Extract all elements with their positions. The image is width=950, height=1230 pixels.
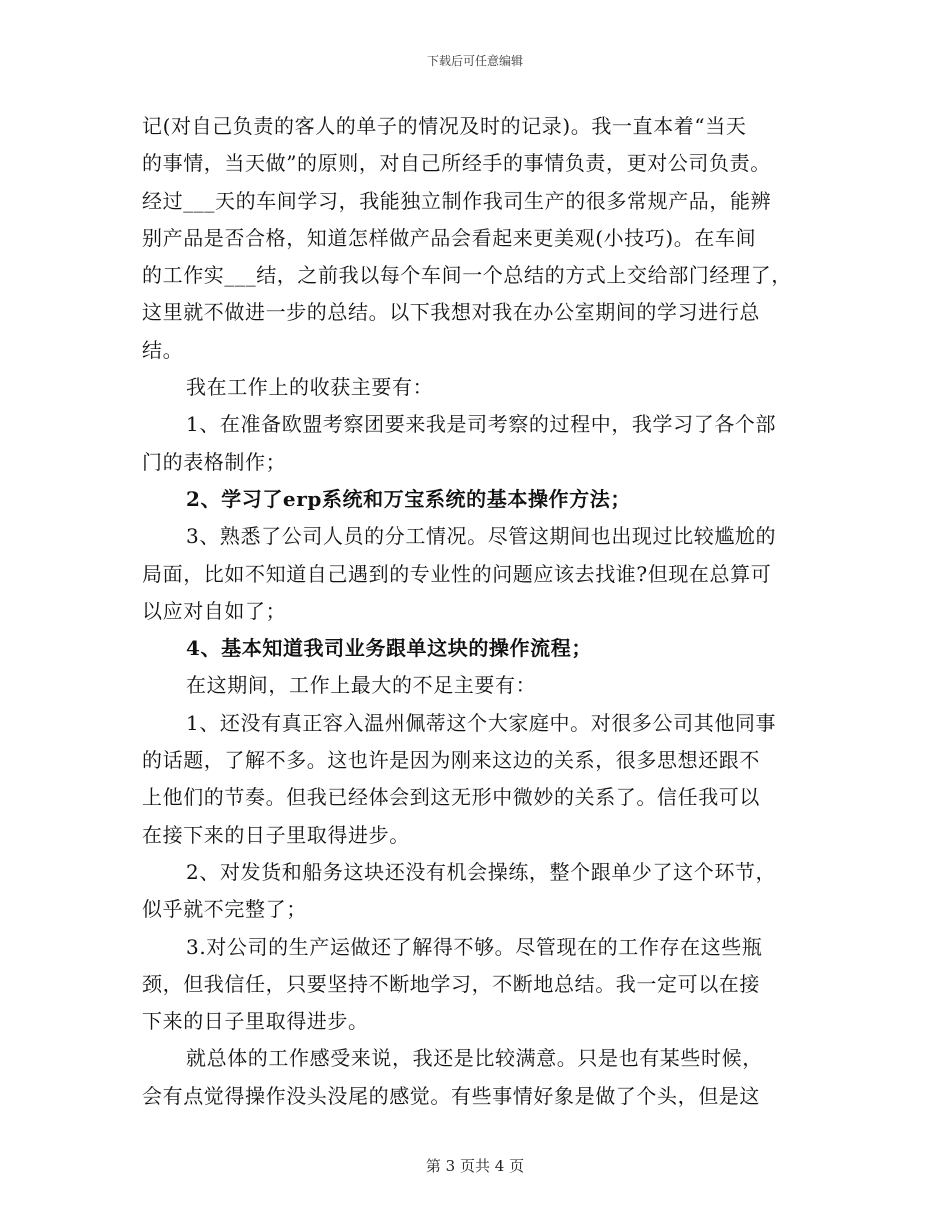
text-line: 的工作实___结，之前我以每个车间一个总结的方式上交给部门经理了， [142, 263, 792, 288]
text-line: 我在工作上的收获主要有： [186, 375, 434, 400]
text-line: 就总体的工作感受来说，我还是比较满意。只是也有某些时候， [186, 1046, 763, 1071]
text-line: 在接下来的日子里取得进步。 [142, 822, 410, 847]
text-line: 颈，但我信任，只要坚持不断地学习，不断地总结。我一定可以在接 [142, 971, 760, 996]
text-line: 3.对公司的生产运做还了解得不够。尽管现在的工作存在这些瓶 [186, 934, 763, 959]
text-line: 的事情，当天做”的原则，对自己所经手的事情负责，更对公司负责。 [142, 151, 771, 176]
page-footer: 第 3 页共 4 页 [425, 1157, 525, 1175]
text-line: 记(对自己负责的客人的单子的情况及时的记录)。我一直本着“当天 [142, 114, 747, 138]
text-line: 门的表格制作； [142, 449, 287, 474]
text-line: 局面，比如不知道自己遇到的专业性的问题应该去找谁?但现在总算可 [142, 561, 772, 586]
text-line: 以应对自如了； [142, 598, 287, 623]
text-line: 3、熟悉了公司人员的分工情况。尽管这期间也出现过比较尴尬的 [186, 524, 777, 549]
text-line: 经过___天的车间学习，我能独立制作我司生产的很多常规产品，能辨 [142, 188, 772, 213]
text-line: 下来的日子里取得进步。 [142, 1009, 369, 1034]
document-body [142, 108, 810, 1115]
text-line: 在这期间，工作上最大的不足主要有： [186, 673, 537, 698]
page-header: 下载后可任意编辑 [426, 54, 523, 68]
text-line: 1、在准备欧盟考察团要来我是司考察的过程中，我学习了各个部 [186, 412, 777, 437]
text-line: 2、对发货和船务这块还没有机会操练，整个跟单少了这个环节， [186, 859, 777, 884]
text-line: 1、还没有真正容入温州佩蒂这个大家庭中。对很多公司其他同事 [186, 710, 777, 735]
text-line: 2、学习了erp系统和万宝系统的基本操作方法； [186, 486, 631, 511]
text-line: 别产品是否合格，知道怎样做产品会看起来更美观(小技巧)。在车间 [142, 225, 757, 250]
text-line: 这里就不做进一步的总结。以下我想对我在办公室期间的学习进行总 [142, 300, 760, 325]
text-line: 的话题，了解不多。这也许是因为刚来这边的关系，很多思想还跟不 [142, 748, 760, 773]
text-line: 似乎就不完整了； [142, 897, 307, 922]
text-line: 4、基本知道我司业务跟单这块的操作流程； [186, 636, 592, 661]
text-line: 结。 [142, 337, 184, 362]
text-line: 会有点觉得操作没头没尾的感觉。有些事情好象是做了个头，但是这 [142, 1083, 760, 1108]
text-line: 上他们的节奏。但我已经体会到这无形中微妙的关系了。信任我可以 [142, 785, 760, 810]
